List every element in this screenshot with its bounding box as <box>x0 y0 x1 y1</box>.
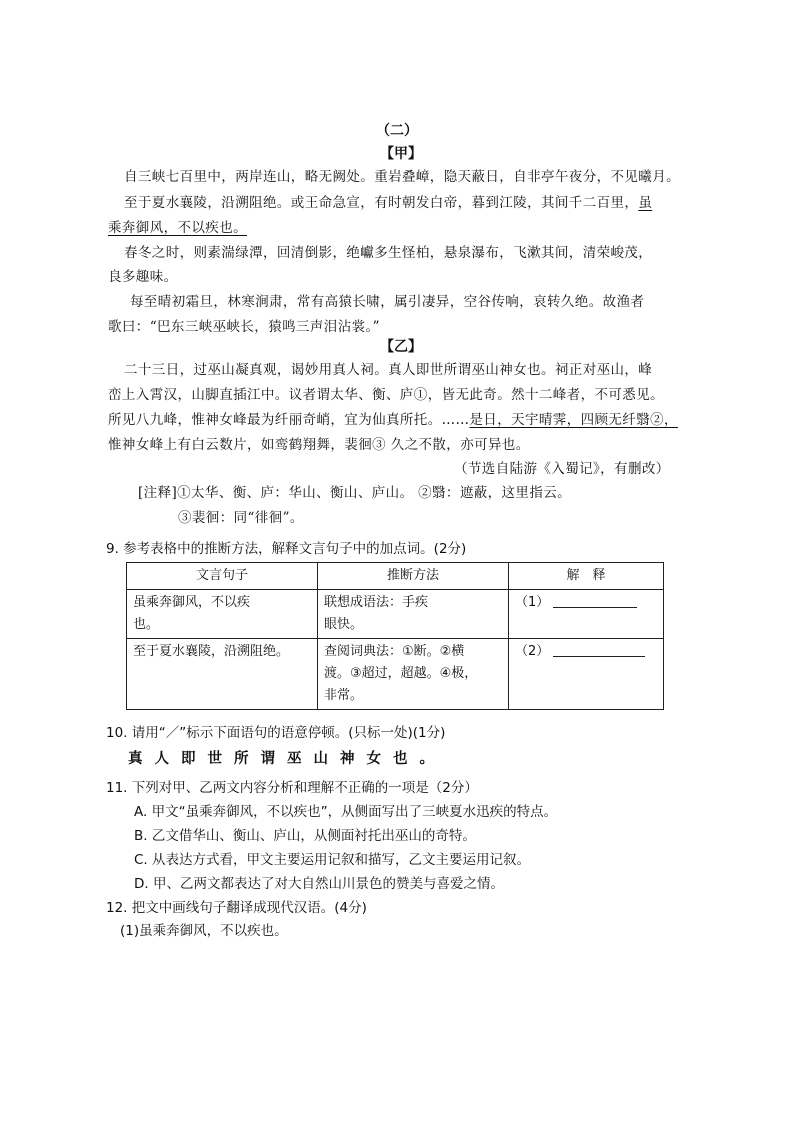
part-a-line-4: 良多趣味。 <box>108 269 178 285</box>
cell-line: 渡。③超过，超越。④极， <box>324 666 478 681</box>
table-header-sentence: 文言句子 <box>127 563 318 590</box>
part-b-line-1: 二十三日，过巫山凝真观，谒妙用真人祠。真人即世所谓巫山神女也。祠正对巫山，峰 <box>124 362 653 378</box>
question-12: 12. 把文中画线句子翻译成现代汉语。(4分) <box>106 900 367 916</box>
table-cell-answer <box>509 590 664 639</box>
table-header-explanation: 解 释 <box>509 563 664 590</box>
part-a-line-6: 歌曰：“巴东三峡巫峡长，猿鸣三声泪沾裳。” <box>108 319 380 335</box>
q10-sentence: 真人即世所谓巫山神女也。 <box>128 750 446 767</box>
question-11: 11. 下列对甲、乙两文内容分析和理解不正确的一项是（2分） <box>106 780 478 796</box>
answer-blank-1[interactable] <box>553 593 637 608</box>
cell-line: 非常。 <box>324 688 364 703</box>
question-9: 9. 参考表格中的推断方法，解释文言句子中的加点词。(2分) <box>106 541 467 557</box>
table-cell-method <box>318 639 509 710</box>
q12-item-1: (1)虽乘奔御风，不以疾也。 <box>120 923 288 939</box>
q11-option-d: D. 甲、乙两文都表达了对大自然山川景色的赞美与喜爱之情。 <box>134 876 504 892</box>
table-header-row <box>127 563 664 590</box>
cell-line: 也。 <box>133 617 160 632</box>
part-a-line-2-text: 至于夏水襄陵，沿溯阻绝。或王命急宣，有时朝发白帝，暮到江陵，其间千二百里， <box>124 195 639 211</box>
answer-blank-2[interactable] <box>553 642 645 657</box>
cell-line: 虽乘奔御风，不以疾 <box>133 595 251 610</box>
part-a-heading: 【甲】 <box>380 146 422 162</box>
q11-option-c: C. 从表达方式看，甲文主要运用记叙和描写，乙文主要运用记叙。 <box>134 852 531 868</box>
cell-line: 眼快。 <box>324 617 364 632</box>
table-row <box>127 639 664 710</box>
part-b-line-2: 峦上入霄汉，山脚直插江中。议者谓太华、衡、庐①，皆无此奇。然十二峰者，不可悉见。 <box>108 387 664 403</box>
answer-label-2: （2） <box>515 644 550 659</box>
underlined-sentence-start: 虽 <box>638 195 653 211</box>
inference-table <box>126 562 664 710</box>
table-row <box>127 590 664 639</box>
part-b-line-4: 惟神女峰上有白云数片，如鸾鹤翔舞，裴徊③ 久之不散，亦可异也。 <box>108 437 530 453</box>
annotation-2: ③裴徊：同“徘徊”。 <box>178 510 304 526</box>
source-citation: （节选自陆游《入蜀记》，有删改） <box>454 461 670 477</box>
section-title: （二） <box>376 123 418 139</box>
q11-option-b: B. 乙文借华山、衡山、庐山，从侧面衬托出巫山的奇特。 <box>134 828 476 844</box>
part-b-line-3-text: 所见八九峰，惟神女峰最为纤丽奇峭，宜为仙真所托。…… <box>108 412 470 428</box>
part-a-line-1: 自三峡七百里中，两岸连山，略无阙处。重岩叠嶂，隐天蔽日，自非亭午夜分，不见曦月。 <box>124 169 680 185</box>
table-cell-sentence <box>127 590 318 639</box>
underlined-sentence-b: 是日，天宇晴霁，四顾无纤翳②， <box>469 412 678 428</box>
cell-line: 联想成语法：手疾 <box>324 595 429 610</box>
table-cell-sentence <box>127 639 318 710</box>
table-cell-method <box>318 590 509 639</box>
part-a-line-2 <box>124 191 652 211</box>
underlined-sentence-end: 乘奔御风，不以疾也。 <box>108 220 247 236</box>
table-cell-answer <box>509 639 664 710</box>
part-a-line-3: 春冬之时，则素湍绿潭，回清倒影，绝巘多生怪柏，悬泉瀑布，飞漱其间，清荣峻茂， <box>124 245 653 261</box>
part-b-heading: 【乙】 <box>380 339 422 355</box>
table-header-method: 推断方法 <box>318 563 509 590</box>
cell-line: 至于夏水襄陵，沿溯阻绝。 <box>133 644 290 659</box>
answer-label-1: （1） <box>515 595 550 610</box>
part-a-line-5: 每至晴初霜旦，林寒涧肃，常有高猿长啸，属引凄异，空谷传响，哀转久绝。故渔者 <box>130 294 645 310</box>
part-b-line-3 <box>108 408 678 428</box>
question-10: 10. 请用“／”标示下面语句的语意停顿。(只标一处)(1分) <box>106 725 446 741</box>
annotation-1: [注释]①太华、衡、庐：华山、衡山、庐山。 ②翳：遮蔽，这里指云。 <box>138 485 572 501</box>
cell-line: 查阅词典法：①断。②横 <box>324 644 465 659</box>
q11-option-a: A. 甲文“虽乘奔御风，不以疾也”，从侧面写出了三峡夏水迅疾的特点。 <box>134 804 558 820</box>
